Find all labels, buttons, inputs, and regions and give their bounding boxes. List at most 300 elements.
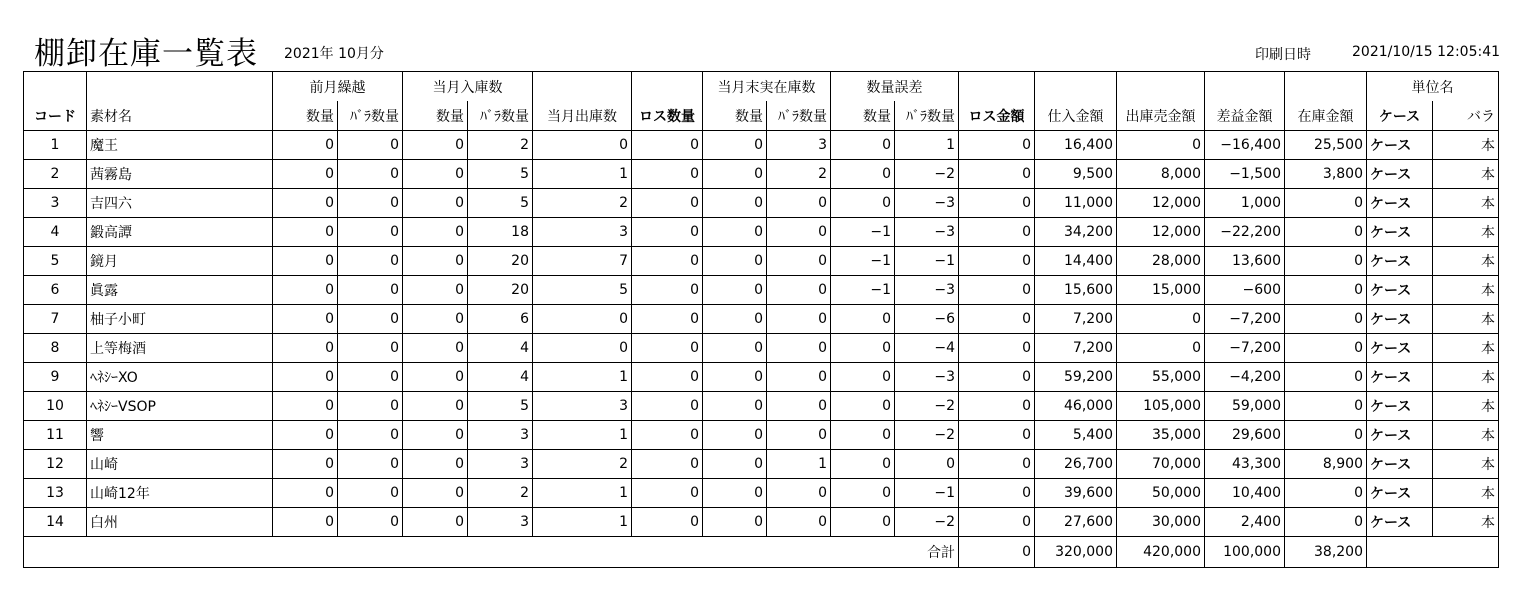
row-end-bara: 0 bbox=[767, 421, 831, 450]
row-unit-case: ケース bbox=[1367, 508, 1433, 537]
row-prev-bara: 0 bbox=[338, 247, 403, 276]
row-in-qty: 0 bbox=[403, 479, 468, 508]
row-unit-bara: 本 bbox=[1433, 334, 1499, 363]
row-profit-amount: 10,400 bbox=[1205, 479, 1285, 508]
col-code: コード bbox=[24, 101, 87, 131]
row-loss-amount: 0 bbox=[959, 363, 1035, 392]
row-profit-amount: 29,600 bbox=[1205, 421, 1285, 450]
col-in-qty: 数量 bbox=[403, 101, 468, 131]
row-name: 茜霧島 bbox=[87, 160, 273, 189]
row-stock-amount: 0 bbox=[1285, 392, 1367, 421]
row-in-bara: 2 bbox=[468, 131, 533, 160]
row-month-out: 1 bbox=[533, 363, 632, 392]
row-code: 9 bbox=[24, 363, 87, 392]
row-in-qty: 0 bbox=[403, 508, 468, 537]
row-in-qty: 0 bbox=[403, 247, 468, 276]
row-end-bara: 0 bbox=[767, 218, 831, 247]
row-sales-amount: 0 bbox=[1117, 334, 1205, 363]
header-blank bbox=[1117, 72, 1205, 102]
row-loss-qty: 0 bbox=[632, 131, 703, 160]
print-datetime-label: 印刷日時 bbox=[1255, 47, 1311, 63]
row-loss-amount: 0 bbox=[959, 392, 1035, 421]
row-end-qty: 0 bbox=[703, 160, 767, 189]
row-stock-amount: 0 bbox=[1285, 334, 1367, 363]
row-sales-amount: 105,000 bbox=[1117, 392, 1205, 421]
row-prev-bara: 0 bbox=[338, 131, 403, 160]
row-unit-bara: 本 bbox=[1433, 305, 1499, 334]
row-end-qty: 0 bbox=[703, 131, 767, 160]
row-unit-case: ケース bbox=[1367, 334, 1433, 363]
table-row bbox=[24, 247, 1499, 276]
col-unit-case: ケース bbox=[1367, 101, 1433, 131]
row-loss-amount: 0 bbox=[959, 479, 1035, 508]
row-prev-qty: 0 bbox=[273, 218, 338, 247]
row-prev-qty: 0 bbox=[273, 160, 338, 189]
row-unit-bara: 本 bbox=[1433, 131, 1499, 160]
row-name: 魔王 bbox=[87, 131, 273, 160]
header-qty-error: 数量誤差 bbox=[831, 72, 959, 102]
row-unit-bara: 本 bbox=[1433, 421, 1499, 450]
row-purchase-amount: 9,500 bbox=[1035, 160, 1117, 189]
row-purchase-amount: 16,400 bbox=[1035, 131, 1117, 160]
row-in-qty: 0 bbox=[403, 363, 468, 392]
header-blank bbox=[959, 72, 1035, 102]
row-end-qty: 0 bbox=[703, 189, 767, 218]
table-row bbox=[24, 189, 1499, 218]
table-row bbox=[24, 421, 1499, 450]
row-err-bara: −1 bbox=[895, 479, 959, 508]
row-end-qty: 0 bbox=[703, 392, 767, 421]
row-prev-bara: 0 bbox=[338, 421, 403, 450]
row-purchase-amount: 39,600 bbox=[1035, 479, 1117, 508]
row-stock-amount: 0 bbox=[1285, 508, 1367, 537]
row-loss-qty: 0 bbox=[632, 479, 703, 508]
row-loss-qty: 0 bbox=[632, 363, 703, 392]
table-row bbox=[24, 450, 1499, 479]
col-end-qty: 数量 bbox=[703, 101, 767, 131]
total-stock-amount: 38,200 bbox=[1285, 537, 1367, 568]
row-prev-qty: 0 bbox=[273, 305, 338, 334]
row-name: 鏡月 bbox=[87, 247, 273, 276]
header-blank bbox=[1035, 72, 1117, 102]
row-err-bara: −3 bbox=[895, 363, 959, 392]
row-err-bara: −3 bbox=[895, 218, 959, 247]
row-code: 13 bbox=[24, 479, 87, 508]
row-name: 上等梅酒 bbox=[87, 334, 273, 363]
row-sales-amount: 12,000 bbox=[1117, 218, 1205, 247]
row-in-qty: 0 bbox=[403, 218, 468, 247]
row-code: 7 bbox=[24, 305, 87, 334]
col-in-bara: ﾊﾞﾗ数量 bbox=[468, 101, 533, 131]
header-blank bbox=[1205, 72, 1285, 102]
col-name: 素材名 bbox=[87, 101, 273, 131]
col-unit-bara: バラ bbox=[1433, 101, 1499, 131]
row-purchase-amount: 34,200 bbox=[1035, 218, 1117, 247]
row-purchase-amount: 46,000 bbox=[1035, 392, 1117, 421]
row-purchase-amount: 26,700 bbox=[1035, 450, 1117, 479]
row-prev-qty: 0 bbox=[273, 508, 338, 537]
row-profit-amount: 1,000 bbox=[1205, 189, 1285, 218]
row-unit-case: ケース bbox=[1367, 276, 1433, 305]
row-profit-amount: −22,200 bbox=[1205, 218, 1285, 247]
row-prev-bara: 0 bbox=[338, 218, 403, 247]
row-unit-bara: 本 bbox=[1433, 450, 1499, 479]
row-code: 12 bbox=[24, 450, 87, 479]
row-code: 5 bbox=[24, 247, 87, 276]
table-row bbox=[24, 160, 1499, 189]
row-prev-qty: 0 bbox=[273, 392, 338, 421]
total-profit-amount: 100,000 bbox=[1205, 537, 1285, 568]
row-purchase-amount: 5,400 bbox=[1035, 421, 1117, 450]
row-sales-amount: 12,000 bbox=[1117, 189, 1205, 218]
row-prev-qty: 0 bbox=[273, 189, 338, 218]
row-sales-amount: 0 bbox=[1117, 131, 1205, 160]
row-stock-amount: 0 bbox=[1285, 276, 1367, 305]
row-in-bara: 3 bbox=[468, 421, 533, 450]
row-end-qty: 0 bbox=[703, 247, 767, 276]
row-profit-amount: −16,400 bbox=[1205, 131, 1285, 160]
header-blank bbox=[87, 72, 273, 102]
row-in-bara: 20 bbox=[468, 247, 533, 276]
row-sales-amount: 30,000 bbox=[1117, 508, 1205, 537]
row-stock-amount: 8,900 bbox=[1285, 450, 1367, 479]
row-in-bara: 3 bbox=[468, 450, 533, 479]
row-loss-amount: 0 bbox=[959, 247, 1035, 276]
totals-row bbox=[24, 537, 1499, 568]
row-end-bara: 1 bbox=[767, 450, 831, 479]
row-end-qty: 0 bbox=[703, 334, 767, 363]
row-name: 吉四六 bbox=[87, 189, 273, 218]
row-prev-qty: 0 bbox=[273, 421, 338, 450]
inventory-table bbox=[23, 71, 1499, 568]
row-err-bara: −2 bbox=[895, 508, 959, 537]
row-stock-amount: 0 bbox=[1285, 363, 1367, 392]
table-row bbox=[24, 276, 1499, 305]
header-blank bbox=[24, 72, 87, 102]
total-sales-amount: 420,000 bbox=[1117, 537, 1205, 568]
row-stock-amount: 25,500 bbox=[1285, 131, 1367, 160]
row-in-qty: 0 bbox=[403, 421, 468, 450]
row-end-bara: 0 bbox=[767, 334, 831, 363]
row-err-qty: −1 bbox=[831, 276, 895, 305]
col-err-qty: 数量 bbox=[831, 101, 895, 131]
row-in-qty: 0 bbox=[403, 131, 468, 160]
row-prev-bara: 0 bbox=[338, 276, 403, 305]
row-in-bara: 5 bbox=[468, 392, 533, 421]
col-loss-amount: ロス金額 bbox=[959, 101, 1035, 131]
row-profit-amount: −1,500 bbox=[1205, 160, 1285, 189]
col-purchase-amount: 仕入金額 bbox=[1035, 101, 1117, 131]
row-loss-amount: 0 bbox=[959, 334, 1035, 363]
row-in-bara: 20 bbox=[468, 276, 533, 305]
row-err-bara: −4 bbox=[895, 334, 959, 363]
table-row bbox=[24, 363, 1499, 392]
row-prev-qty: 0 bbox=[273, 276, 338, 305]
row-loss-amount: 0 bbox=[959, 421, 1035, 450]
report-title: 棚卸在庫一覧表 bbox=[34, 36, 258, 72]
row-err-qty: 0 bbox=[831, 363, 895, 392]
row-month-out: 2 bbox=[533, 189, 632, 218]
row-in-qty: 0 bbox=[403, 450, 468, 479]
row-month-out: 1 bbox=[533, 508, 632, 537]
col-month-out: 当月出庫数 bbox=[533, 101, 632, 131]
row-prev-bara: 0 bbox=[338, 508, 403, 537]
row-profit-amount: −7,200 bbox=[1205, 305, 1285, 334]
row-in-bara: 4 bbox=[468, 363, 533, 392]
row-purchase-amount: 15,600 bbox=[1035, 276, 1117, 305]
row-stock-amount: 0 bbox=[1285, 218, 1367, 247]
row-err-bara: −6 bbox=[895, 305, 959, 334]
row-prev-bara: 0 bbox=[338, 334, 403, 363]
row-unit-case: ケース bbox=[1367, 131, 1433, 160]
row-loss-amount: 0 bbox=[959, 450, 1035, 479]
row-err-qty: 0 bbox=[831, 508, 895, 537]
row-loss-qty: 0 bbox=[632, 276, 703, 305]
row-sales-amount: 35,000 bbox=[1117, 421, 1205, 450]
col-end-bara: ﾊﾞﾗ数量 bbox=[767, 101, 831, 131]
row-stock-amount: 0 bbox=[1285, 189, 1367, 218]
header-unit-name: 単位名 bbox=[1367, 72, 1499, 102]
row-profit-amount: −7,200 bbox=[1205, 334, 1285, 363]
row-name: 山崎 bbox=[87, 450, 273, 479]
row-stock-amount: 0 bbox=[1285, 305, 1367, 334]
header-group-row bbox=[24, 72, 1499, 102]
table-row bbox=[24, 218, 1499, 247]
row-end-bara: 0 bbox=[767, 247, 831, 276]
col-sales-amount: 出庫売金額 bbox=[1117, 101, 1205, 131]
row-purchase-amount: 14,400 bbox=[1035, 247, 1117, 276]
row-loss-amount: 0 bbox=[959, 131, 1035, 160]
row-prev-qty: 0 bbox=[273, 450, 338, 479]
row-sales-amount: 70,000 bbox=[1117, 450, 1205, 479]
row-loss-qty: 0 bbox=[632, 508, 703, 537]
row-unit-bara: 本 bbox=[1433, 247, 1499, 276]
table-row bbox=[24, 305, 1499, 334]
row-purchase-amount: 7,200 bbox=[1035, 305, 1117, 334]
row-unit-case: ケース bbox=[1367, 363, 1433, 392]
report-period: 2021年 10月分 bbox=[284, 46, 384, 62]
row-code: 14 bbox=[24, 508, 87, 537]
row-err-qty: 0 bbox=[831, 334, 895, 363]
table-row bbox=[24, 131, 1499, 160]
row-err-qty: 0 bbox=[831, 131, 895, 160]
row-prev-bara: 0 bbox=[338, 479, 403, 508]
row-unit-case: ケース bbox=[1367, 218, 1433, 247]
row-end-qty: 0 bbox=[703, 363, 767, 392]
row-unit-case: ケース bbox=[1367, 479, 1433, 508]
row-err-bara: −3 bbox=[895, 189, 959, 218]
row-code: 8 bbox=[24, 334, 87, 363]
row-unit-bara: 本 bbox=[1433, 218, 1499, 247]
col-prev-bara: ﾊﾞﾗ数量 bbox=[338, 101, 403, 131]
row-in-qty: 0 bbox=[403, 189, 468, 218]
header-blank bbox=[533, 72, 632, 102]
row-profit-amount: 43,300 bbox=[1205, 450, 1285, 479]
row-code: 2 bbox=[24, 160, 87, 189]
row-name: ﾍﾈｼｰVSOP bbox=[87, 392, 273, 421]
row-name: 柚子小町 bbox=[87, 305, 273, 334]
row-month-out: 5 bbox=[533, 276, 632, 305]
row-end-qty: 0 bbox=[703, 479, 767, 508]
row-end-bara: 0 bbox=[767, 479, 831, 508]
row-loss-qty: 0 bbox=[632, 247, 703, 276]
row-stock-amount: 0 bbox=[1285, 421, 1367, 450]
row-stock-amount: 0 bbox=[1285, 479, 1367, 508]
row-loss-amount: 0 bbox=[959, 276, 1035, 305]
row-err-bara: −3 bbox=[895, 276, 959, 305]
row-code: 3 bbox=[24, 189, 87, 218]
col-prev-qty: 数量 bbox=[273, 101, 338, 131]
header-blank bbox=[632, 72, 703, 102]
row-in-qty: 0 bbox=[403, 276, 468, 305]
row-month-out: 7 bbox=[533, 247, 632, 276]
row-profit-amount: −4,200 bbox=[1205, 363, 1285, 392]
table-row bbox=[24, 334, 1499, 363]
table-row bbox=[24, 508, 1499, 537]
row-end-qty: 0 bbox=[703, 305, 767, 334]
row-unit-bara: 本 bbox=[1433, 276, 1499, 305]
row-sales-amount: 50,000 bbox=[1117, 479, 1205, 508]
row-sales-amount: 28,000 bbox=[1117, 247, 1205, 276]
row-unit-case: ケース bbox=[1367, 392, 1433, 421]
row-loss-amount: 0 bbox=[959, 160, 1035, 189]
row-unit-case: ケース bbox=[1367, 160, 1433, 189]
row-prev-qty: 0 bbox=[273, 334, 338, 363]
row-err-bara: −1 bbox=[895, 247, 959, 276]
row-prev-bara: 0 bbox=[338, 189, 403, 218]
total-loss-amount: 0 bbox=[959, 537, 1035, 568]
row-err-qty: 0 bbox=[831, 421, 895, 450]
row-month-out: 1 bbox=[533, 479, 632, 508]
row-unit-case: ケース bbox=[1367, 189, 1433, 218]
row-prev-bara: 0 bbox=[338, 450, 403, 479]
row-end-bara: 0 bbox=[767, 508, 831, 537]
row-end-bara: 2 bbox=[767, 160, 831, 189]
row-profit-amount: −600 bbox=[1205, 276, 1285, 305]
row-loss-qty: 0 bbox=[632, 334, 703, 363]
row-err-qty: −1 bbox=[831, 247, 895, 276]
row-end-qty: 0 bbox=[703, 218, 767, 247]
row-err-bara: 0 bbox=[895, 450, 959, 479]
row-stock-amount: 0 bbox=[1285, 247, 1367, 276]
row-prev-bara: 0 bbox=[338, 363, 403, 392]
totals-label: 合計 bbox=[24, 537, 959, 568]
row-in-bara: 5 bbox=[468, 189, 533, 218]
row-sales-amount: 0 bbox=[1117, 305, 1205, 334]
row-month-out: 0 bbox=[533, 334, 632, 363]
row-profit-amount: 13,600 bbox=[1205, 247, 1285, 276]
row-code: 6 bbox=[24, 276, 87, 305]
row-prev-qty: 0 bbox=[273, 247, 338, 276]
row-code: 4 bbox=[24, 218, 87, 247]
row-loss-amount: 0 bbox=[959, 305, 1035, 334]
row-in-bara: 6 bbox=[468, 305, 533, 334]
header-prev-carryover: 前月繰越 bbox=[273, 72, 403, 102]
row-end-qty: 0 bbox=[703, 421, 767, 450]
row-code: 10 bbox=[24, 392, 87, 421]
row-name: 白州 bbox=[87, 508, 273, 537]
table-row bbox=[24, 392, 1499, 421]
row-unit-case: ケース bbox=[1367, 421, 1433, 450]
row-purchase-amount: 7,200 bbox=[1035, 334, 1117, 363]
col-profit-amount: 差益金額 bbox=[1205, 101, 1285, 131]
row-sales-amount: 8,000 bbox=[1117, 160, 1205, 189]
row-err-bara: −2 bbox=[895, 160, 959, 189]
row-in-qty: 0 bbox=[403, 334, 468, 363]
row-end-bara: 3 bbox=[767, 131, 831, 160]
row-unit-bara: 本 bbox=[1433, 189, 1499, 218]
row-loss-qty: 0 bbox=[632, 160, 703, 189]
row-in-bara: 4 bbox=[468, 334, 533, 363]
row-unit-bara: 本 bbox=[1433, 479, 1499, 508]
row-profit-amount: 59,000 bbox=[1205, 392, 1285, 421]
row-unit-case: ケース bbox=[1367, 305, 1433, 334]
row-err-qty: 0 bbox=[831, 160, 895, 189]
row-loss-qty: 0 bbox=[632, 218, 703, 247]
row-err-qty: 0 bbox=[831, 392, 895, 421]
row-loss-qty: 0 bbox=[632, 305, 703, 334]
row-name: 鍛高譚 bbox=[87, 218, 273, 247]
table-row bbox=[24, 479, 1499, 508]
row-in-bara: 5 bbox=[468, 160, 533, 189]
row-end-bara: 0 bbox=[767, 189, 831, 218]
row-code: 11 bbox=[24, 421, 87, 450]
row-err-qty: 0 bbox=[831, 305, 895, 334]
row-end-bara: 0 bbox=[767, 363, 831, 392]
row-name: 響 bbox=[87, 421, 273, 450]
row-purchase-amount: 11,000 bbox=[1035, 189, 1117, 218]
header-month-in: 当月入庫数 bbox=[403, 72, 533, 102]
row-in-bara: 18 bbox=[468, 218, 533, 247]
row-prev-qty: 0 bbox=[273, 479, 338, 508]
row-err-bara: −2 bbox=[895, 392, 959, 421]
row-month-out: 0 bbox=[533, 131, 632, 160]
row-in-qty: 0 bbox=[403, 392, 468, 421]
row-prev-qty: 0 bbox=[273, 363, 338, 392]
row-unit-bara: 本 bbox=[1433, 392, 1499, 421]
row-month-out: 3 bbox=[533, 392, 632, 421]
row-end-bara: 0 bbox=[767, 305, 831, 334]
row-name: 山崎12年 bbox=[87, 479, 273, 508]
row-loss-amount: 0 bbox=[959, 508, 1035, 537]
total-purchase-amount: 320,000 bbox=[1035, 537, 1117, 568]
row-loss-amount: 0 bbox=[959, 218, 1035, 247]
row-month-out: 0 bbox=[533, 305, 632, 334]
row-sales-amount: 55,000 bbox=[1117, 363, 1205, 392]
row-loss-amount: 0 bbox=[959, 189, 1035, 218]
totals-blank bbox=[1367, 537, 1499, 568]
row-err-qty: 0 bbox=[831, 189, 895, 218]
row-end-bara: 0 bbox=[767, 392, 831, 421]
col-stock-amount: 在庫金額 bbox=[1285, 101, 1367, 131]
row-loss-qty: 0 bbox=[632, 392, 703, 421]
row-sales-amount: 15,000 bbox=[1117, 276, 1205, 305]
col-loss-qty: ロス数量 bbox=[632, 101, 703, 131]
row-month-out: 1 bbox=[533, 160, 632, 189]
row-err-qty: 0 bbox=[831, 479, 895, 508]
row-code: 1 bbox=[24, 131, 87, 160]
row-month-out: 1 bbox=[533, 421, 632, 450]
row-loss-qty: 0 bbox=[632, 189, 703, 218]
row-err-bara: −2 bbox=[895, 421, 959, 450]
header-column-row bbox=[24, 101, 1499, 131]
row-err-bara: 1 bbox=[895, 131, 959, 160]
header-month-end-stock: 当月末実在庫数 bbox=[703, 72, 831, 102]
row-unit-bara: 本 bbox=[1433, 363, 1499, 392]
row-in-bara: 3 bbox=[468, 508, 533, 537]
row-loss-qty: 0 bbox=[632, 450, 703, 479]
col-err-bara: ﾊﾞﾗ数量 bbox=[895, 101, 959, 131]
